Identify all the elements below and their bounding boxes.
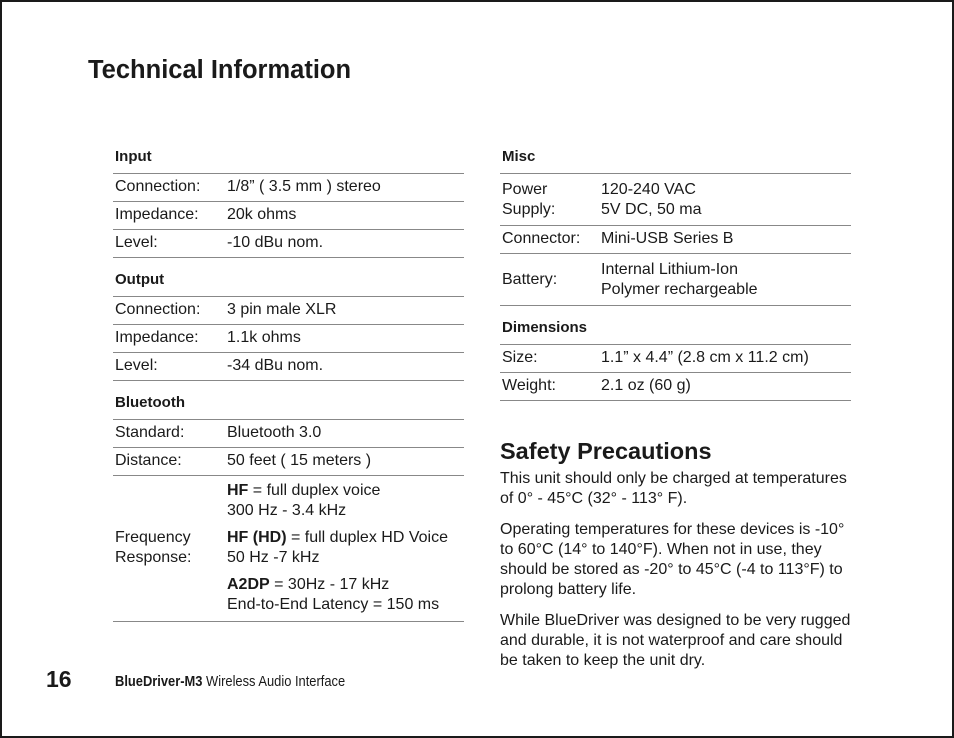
bluetooth-distance-row bbox=[113, 448, 464, 476]
spec-value: -34 dBu nom. bbox=[227, 357, 324, 374]
footer bbox=[115, 673, 345, 690]
misc-power-row bbox=[500, 174, 851, 226]
spec-value: 1/8” ( 3.5 mm ) stereo bbox=[227, 178, 381, 195]
bluetooth-standard-row bbox=[113, 420, 464, 448]
spec-label: Size: bbox=[502, 349, 538, 366]
freq-mode: HF (HD) bbox=[227, 529, 287, 546]
freq-range: End-to-End Latency = 150 ms bbox=[227, 596, 440, 613]
spec-label: Standard: bbox=[115, 424, 185, 441]
spec-label: Impedance: bbox=[115, 206, 199, 223]
freq-mode: A2DP bbox=[227, 576, 270, 593]
spec-label: Connection: bbox=[115, 178, 201, 195]
battery-value-line2: Polymer rechargeable bbox=[601, 281, 758, 298]
safety-paragraph-temperature: Operating temperatures for these devices is -10° to 60°C (14° to 140°F). When not in use, they should be stored as -20° to 45°C (-4 to 113°F) to prolong battery life. bbox=[500, 520, 845, 599]
spec-label: Level: bbox=[115, 234, 158, 251]
spec-label: Battery: bbox=[502, 271, 558, 288]
footer-brand: BlueDriver-M3 bbox=[115, 673, 203, 690]
spec-value: 1.1k ohms bbox=[227, 329, 301, 346]
input-heading: Input bbox=[113, 147, 464, 174]
freq-label-line2: Response: bbox=[115, 549, 192, 566]
spec-value: 2.1 oz (60 g) bbox=[601, 377, 691, 394]
input-connection-row bbox=[113, 174, 464, 202]
spec-label: Impedance: bbox=[115, 329, 199, 346]
output-impedance-row bbox=[113, 325, 464, 353]
spec-value: 1.1” x 4.4” (2.8 cm x 11.2 cm) bbox=[601, 349, 809, 366]
misc-connector-row bbox=[500, 226, 851, 254]
freq-range: 300 Hz - 3.4 kHz bbox=[227, 502, 347, 519]
input-level-row bbox=[113, 230, 464, 258]
freq-entry-hf-hd bbox=[227, 528, 464, 568]
freq-range: 50 Hz -7 kHz bbox=[227, 549, 320, 566]
dimensions-size-row bbox=[500, 345, 851, 373]
spec-value: 3 pin male XLR bbox=[227, 301, 337, 318]
frequency-response-row bbox=[113, 476, 464, 622]
page-title: Technical Information bbox=[88, 56, 352, 84]
freq-values bbox=[227, 481, 464, 615]
dimensions-heading: Dimensions bbox=[500, 318, 851, 345]
dimensions-weight-row bbox=[500, 373, 851, 401]
power-label-line2: Supply: bbox=[502, 201, 556, 218]
power-label-line1: Power bbox=[502, 181, 548, 198]
spec-label: Connector: bbox=[502, 230, 581, 247]
freq-desc: = full duplex voice bbox=[248, 482, 381, 499]
spec-label bbox=[115, 528, 227, 568]
input-impedance-row bbox=[113, 202, 464, 230]
freq-desc: = full duplex HD Voice bbox=[286, 529, 448, 546]
freq-entry-hf bbox=[227, 481, 464, 521]
freq-entry-a2dp bbox=[227, 575, 464, 615]
spec-value: -10 dBu nom. bbox=[227, 234, 324, 251]
spec-value: Mini-USB Series B bbox=[601, 230, 734, 247]
safety-paragraph-waterproof: While BlueDriver was designed to be very rugged and durable, it is not waterproof and care should be taken to keep the unit dry. bbox=[500, 611, 851, 670]
left-column bbox=[113, 147, 464, 622]
spec-value: 20k ohms bbox=[227, 206, 297, 223]
spec-value: Bluetooth 3.0 bbox=[227, 424, 322, 441]
freq-desc: = 30Hz - 17 kHz bbox=[269, 576, 390, 593]
battery-value-line1: Internal Lithium-Ion bbox=[601, 261, 738, 278]
freq-label-line1: Frequency bbox=[115, 529, 191, 546]
bluetooth-heading: Bluetooth bbox=[113, 393, 464, 420]
page-number: 16 bbox=[46, 666, 72, 692]
spec-label bbox=[502, 180, 601, 220]
freq-mode: HF bbox=[227, 482, 249, 499]
spec-label: Connection: bbox=[115, 301, 201, 318]
right-column bbox=[500, 147, 851, 682]
output-connection-row bbox=[113, 297, 464, 325]
output-level-row bbox=[113, 353, 464, 381]
safety-title: Safety Precautions bbox=[500, 438, 712, 464]
power-value-line1: 120-240 VAC bbox=[601, 181, 696, 198]
spec-label: Level: bbox=[115, 357, 158, 374]
power-value-line2: 5V DC, 50 ma bbox=[601, 201, 702, 218]
spec-value bbox=[601, 260, 851, 300]
spec-value bbox=[601, 180, 851, 220]
misc-heading: Misc bbox=[500, 147, 851, 174]
spec-value: 50 feet ( 15 meters ) bbox=[227, 452, 372, 469]
spec-label: Distance: bbox=[115, 452, 182, 469]
spec-label: Weight: bbox=[502, 377, 556, 394]
footer-text: Wireless Audio Interface bbox=[206, 673, 346, 690]
safety-paragraph-charging: This unit should only be charged at temperatures of 0° - 45°C (32° - 113° F). bbox=[500, 470, 847, 508]
misc-battery-row bbox=[500, 254, 851, 306]
output-heading: Output bbox=[113, 270, 464, 297]
